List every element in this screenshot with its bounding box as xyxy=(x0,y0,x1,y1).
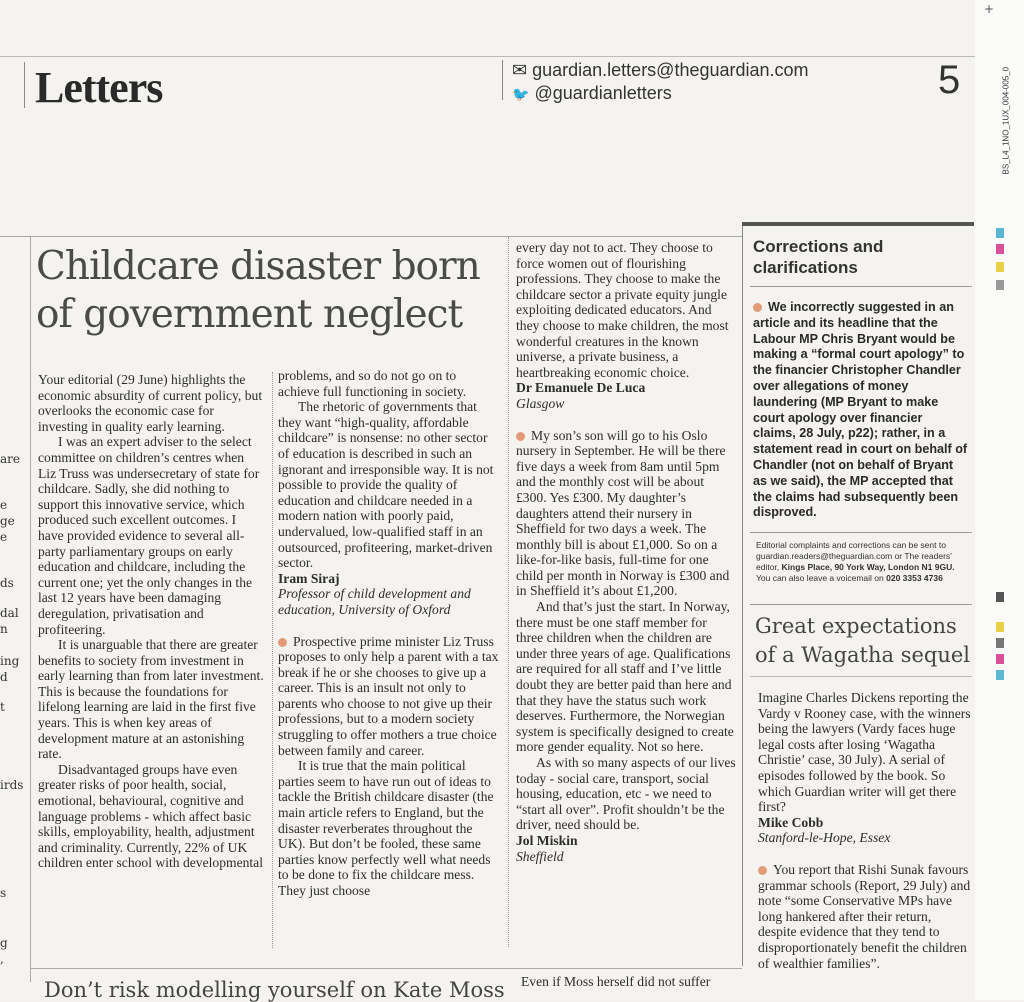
corrections-small-print xyxy=(756,540,971,584)
letters-twitter: @guardianletters xyxy=(534,83,672,103)
bullet-dot-icon xyxy=(753,303,762,312)
wagatha-headline: Great expectations of a Wagatha sequel xyxy=(755,614,971,667)
letter-paragraph xyxy=(758,862,973,971)
letter-paragraph: As with so many aspects of our lives today - social care, transport, social housing, education, etc - we need to “start all over”. Profit shouldn’t be the driver, need should be. xyxy=(516,755,736,833)
color-swatch xyxy=(996,228,1004,238)
corrections-text: We incorrectly suggested in an article and its headline that the Labour MP Chris Bryant would be making a “formal court apology” to the financier Christopher Chandler over allegations of money laundering (MP Bryant to make court apology over financier claims, 28 July, p22); rather, in a statement read in court on behalf of Chandler (not on behalf of Bryant as we said), the MP accepted that the claims had subsequently been disproved. xyxy=(753,300,968,520)
edge-fragment: d xyxy=(0,670,8,684)
letter-paragraph: Imagine Charles Dickens reporting the Vardy v Rooney case, with the winners being the lawyers (Vardy faces huge legal costs after losing ‘Wagatha Christie’ case, 30 July). A serial of episodes followed by the book. So which Guardian writer will get there first? xyxy=(758,690,971,815)
letter-paragraph: problems, and so do not go on to achieve full functioning in society. xyxy=(278,368,467,399)
edge-fragment: , xyxy=(0,952,4,966)
letter-paragraph: The rhetoric of governments that they want “high-quality, affordable childcare” is nonsense: no other sector of education is described in such an ignorant and irresponsible way. It is not possible to provide the quality of education and childcare needed in a modern nation with poorly paid, undervalued, low-qualified staff in an outsourced, profiteering, market-driven sector. xyxy=(278,399,494,571)
wagatha-rule xyxy=(750,676,972,677)
letter-paragraph: I was an expert adviser to the select committee on children’s centres when Liz Truss was undersecretary of state for childcare. Sadly, she did nothing to support this innovative service, which produced such excellent outcomes. I have provided evidence to several all-party parliamentary groups on early education and childcare, including the current one; yet the only changes in the last 12 years have been damaging deregulation, privatisation and profiteering. xyxy=(38,434,260,637)
bullet-dot-icon xyxy=(516,432,525,441)
color-swatch xyxy=(996,670,1004,680)
letter-paragraph xyxy=(278,634,500,759)
color-swatch xyxy=(996,622,1004,632)
edge-fragment: irds xyxy=(0,778,24,792)
letter-signature: Jol Miskin xyxy=(516,832,578,848)
letter-signature: Mike Cobb xyxy=(758,814,824,830)
edge-fragment: ing xyxy=(0,654,20,668)
color-swatch xyxy=(996,244,1004,254)
corrections-rule xyxy=(750,286,972,287)
edge-fragment: ge xyxy=(0,514,15,528)
signature-location: Stanford-le-Hope, Essex xyxy=(758,830,891,846)
letter-text: My son’s son will go to his Oslo nursery in September. He will be there five days a week from 8am until 5pm and the monthly cost will be about £300. Yes £300. My daughter’s daughters attend their nursery in Sheffield for two days a week. The monthly bill is about £1,000. So on a like-for-like basis, full-time for one child per month in Norway is £300 and in Sheffield it’s about £1,200. xyxy=(516,427,730,599)
print-code-text: BS_L4_1NO_1UX_004-005_0 xyxy=(1001,66,1011,175)
corrections-bottom-rule xyxy=(750,604,972,605)
page-number: 5 xyxy=(938,58,961,102)
color-swatch xyxy=(996,592,1004,602)
letter-paragraph xyxy=(516,428,736,600)
bottom-rule xyxy=(30,968,742,969)
letter-text: Prospective prime minister Liz Truss proposes to only help a parent with a tax break if he or she chooses to give up a career. This is an insult not only to parents who choose to not give up their professions, but to a modern society struggling to offer mothers a true choice between family and career. xyxy=(278,633,499,758)
letter-signature: Dr Emanuele De Luca xyxy=(516,380,646,396)
twitter-contact xyxy=(512,83,672,104)
corrections-top-bar xyxy=(742,222,974,226)
color-swatch xyxy=(996,280,1004,290)
column-rule xyxy=(742,226,743,966)
small-print-address: Kings Place, 90 York Way, London N1 9GU. xyxy=(781,562,955,572)
letters-email: guardian.letters@theguardian.com xyxy=(532,60,809,80)
letter-paragraph: Disadvantaged groups have even greater risks of poor health, social, emotional, behavioural, cognitive and language problems - which affect basic skills, employability, health, adjustment and criminality. Currently, 22% of UK children enter school with developmental xyxy=(38,761,263,871)
section-title: Letters xyxy=(35,63,163,112)
small-print-phone: 020 3353 4736 xyxy=(886,573,943,583)
signature-affiliation: Professor of child development and education, University of Oxford xyxy=(278,586,471,617)
edge-fragment: ds xyxy=(0,576,14,590)
edge-fragment: g xyxy=(0,936,8,950)
header-divider-middle xyxy=(502,60,503,100)
twitter-bird-icon: 🐦 xyxy=(512,86,530,102)
corrections-rule xyxy=(750,532,972,533)
letter-text: You report that Rishi Sunak favours grammar schools (Report, 29 July) and note “some Conservative MPs have long hankered after their return, despite evidence that they tend to disproportionately benefit the children of wealthier families”. xyxy=(758,862,971,971)
letter-column-1 xyxy=(38,372,264,871)
bullet-dot-icon xyxy=(278,638,287,647)
letter-paragraph: It is true that the main political parties seem to have run out of ideas to tackle the British childcare disaster (the main article refers to England, but the disaster reverberates throughout the UK). But don’t be fooled, these same parties know perfectly well what needs to be done to fix the childcare mess. They just choose xyxy=(278,758,494,898)
letter-paragraph: It is unarguable that there are greater benefits to society from investment in early learning than from later investment. This is because the foundations for lifelong learning are laid in the first five years. This is when key areas of development mature at an astonishing rate. xyxy=(38,637,264,762)
edge-fragment: e xyxy=(0,498,8,512)
letter-paragraph: every day not to act. They choose to force women out of flourishing professions. They choose to make the childcare sector a private equity jungle exploiting dedicated educators. And they choose to make children, the most wonderful creatures in the known universe, a private business, a heartbreaking economic choice. xyxy=(516,240,729,380)
letter-column-3 xyxy=(516,240,736,864)
edge-fragment: dal xyxy=(0,606,19,620)
left-edge-fragments xyxy=(0,0,28,1000)
main-headline: Childcare disaster born of government neglect xyxy=(36,244,480,337)
edge-fragment: e xyxy=(0,530,8,544)
grammar-schools-letter xyxy=(758,862,973,971)
small-print-text: You can also leave a voicemail on xyxy=(756,573,887,583)
letter-signature: Iram Siraj xyxy=(278,570,340,586)
registration-mark-icon: + xyxy=(984,2,995,16)
letter-paragraph: And that’s just the start. In Norway, there must be one staff member for three children when the children are under three years of age. Qualifications are required for all staff and I’ve little doubt they are better paid than here and that they have the status such work deserves. Furthermore, the Norwegian system is specifically designed to create more gender equality. Not so here. xyxy=(516,599,734,755)
column-rule xyxy=(30,237,31,982)
small-print-text: Editorial complaints and corrections can be sent to guardian.readers@theguardian.com or The readers’ editor, xyxy=(756,540,952,572)
bullet-dot-icon xyxy=(758,866,767,875)
wagatha-letter xyxy=(758,690,973,846)
column-rule xyxy=(272,372,273,948)
header-divider-left xyxy=(24,62,25,108)
corrections-body xyxy=(753,300,968,521)
next-letter-start: Even if Moss herself did not suffer xyxy=(521,974,711,989)
edge-fragment: s xyxy=(0,886,7,900)
signature-location: Glasgow xyxy=(516,395,565,411)
edge-fragment: are xyxy=(0,452,20,466)
color-swatch xyxy=(996,638,1004,648)
print-code xyxy=(996,40,1010,180)
edge-fragment: n xyxy=(0,622,8,636)
header-top-rule xyxy=(0,56,975,57)
letter-column-2 xyxy=(278,368,500,899)
corrections-title: Corrections and clarifications xyxy=(753,237,884,277)
color-swatch xyxy=(996,654,1004,664)
edge-fragment: t xyxy=(0,700,5,714)
email-contact xyxy=(512,60,809,81)
envelope-icon: ✉ xyxy=(512,60,528,80)
signature-location: Sheffield xyxy=(516,848,564,864)
color-swatch xyxy=(996,262,1004,272)
letter-paragraph: Your editorial (29 June) highlights the economic absurdity of current policy, but overlooks the economic case for investing in quality early learning. xyxy=(38,372,263,434)
next-headline: Don’t risk modelling yourself on Kate Moss xyxy=(44,978,505,1002)
content-top-rule xyxy=(0,236,742,237)
column-rule xyxy=(508,237,509,947)
